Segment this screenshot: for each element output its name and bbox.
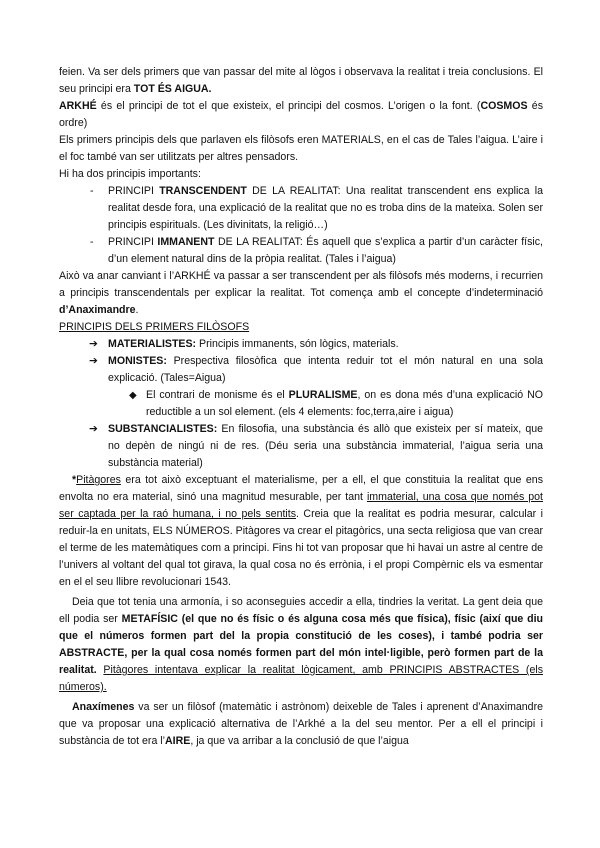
paragraph-text: . Creia que la realitat es podria mesurar, calcular i reduir-la en unitats, ELS NÚMEROS. Pitàgores va crear el pitagòrics, una secta religiosa que van crear el terme de les matemàtiques com a principi. Fins hi tot van proposar que hi havai un astre al centre de l’univers al voltant del qual tot girava, la qual cosa no és errònia, i el propi Compèrnic els va esmentar en el el seu llibre revolucionari 1543. — [59, 508, 544, 588]
paragraph-two-principles: Hi ha dos principis importants: — [59, 168, 201, 180]
underlined-phrase: immaterial, una cosa que només pot ser captada per la raó humana, i no pels sentits — [59, 491, 543, 520]
sub-list — [108, 387, 543, 421]
term-anaximandre: d’Anaximandre — [59, 304, 136, 316]
arrow-bullet-icon: ➔ — [89, 338, 98, 350]
arrow-bullet-icon: ➔ — [89, 423, 98, 435]
tales-principle: TOT ÉS AIGUA. — [133, 83, 212, 95]
term-monistes: MONISTES: — [108, 355, 167, 367]
item-text: DE LA REALITAT: És aquell que s’explica a partir d’un caràcter físic, d’un element natural dins de la pròpia realitat. (Tales i l’aigua) — [108, 236, 543, 265]
list-item-immanent — [59, 234, 543, 268]
list-item-substancialistes — [59, 421, 543, 472]
dash-bullet: - — [90, 185, 94, 197]
paragraph-text: és ordre) — [59, 100, 543, 129]
paragraph-arkhe-change — [59, 268, 543, 319]
diamond-bullet-icon: ◆ — [129, 390, 137, 401]
term-arkhe: ARKHÉ — [59, 100, 97, 112]
term-substancialistes: SUBSTANCIALISTES: — [108, 423, 218, 435]
name-pitagores: Pitàgores — [76, 474, 121, 486]
paragraph-pitagores — [59, 472, 543, 591]
paragraph-anaximenes — [59, 699, 543, 750]
term-cosmos: COSMOS — [480, 100, 528, 112]
name-anaximenes: Anaxímenes — [72, 701, 135, 713]
item-text: , on es dona més d’una explicació NO reductible a un sol element. (els 4 elements: foc,terra,aire i aigua) — [146, 389, 543, 418]
paragraph-arkhe-definition — [59, 98, 543, 132]
list-item-materialistes — [59, 336, 543, 353]
paragraph-material-principles: Els primers principis dels que parlaven els filòsofs eren MATERIALS, en el cas de Tales l’aigua. L’aire i el foc també van ser utilitzats per altres pensadors. — [59, 134, 543, 163]
paragraph-text: és el principi de tot el que existeix, el principi del cosmos. L’origen o la font. ( — [96, 100, 481, 112]
paragraph-text: Això va anar canviant i l’ARKHÉ va passar a ser transcendent per als filòsofs més moderns, i recurrien a principis transcendentals per explicar la realitat. Tot comença amb el concepte d’indeterminació — [59, 270, 543, 299]
paragraph-pitagores-harmony — [59, 594, 543, 696]
bold-phrase: METAFÍSIC (el que no és físic o és alguna cosa més que física), físic (així que diu que el números formen part del la propia constitució de les coses), i també podria ser ABSTRACTE, per la qual cosa només formen part del món intel·ligible, però formen part de la realitat. — [59, 613, 543, 676]
term-transcendent: TRANSCENDENT — [159, 185, 247, 197]
underlined-phrase: Pitàgores intentava explicar la realitat lògicament, amb PRINCIPIS ABSTRACTES (els números). — [59, 664, 543, 693]
paragraph-tales-intro — [59, 64, 543, 98]
term-aire: AIRE — [165, 735, 191, 747]
section-heading — [59, 319, 543, 336]
item-text: PRINCIPI — [108, 236, 158, 248]
list-item-transcendent — [59, 183, 543, 234]
item-text: Prespectiva filosòfica que intenta reduir tot el món natural en una sola explicació. (Tales=Aigua) — [108, 355, 543, 384]
asterisk: * — [72, 474, 77, 486]
term-immanent: IMMANENT — [157, 236, 215, 248]
philosophers-principles-list — [59, 336, 543, 472]
paragraph-text: , ja que va arribar a la conclusió de que l’aigua — [190, 735, 409, 747]
list-item-pluralisme — [59, 387, 543, 421]
paragraph-text: era tot això exceptuant el materialisme, per a ell, el que constituia la realitat que ens envolta no era material, sinó una magnitud mesurable, per tant — [59, 474, 543, 503]
item-text: PRINCIPI — [108, 185, 160, 197]
item-text: El contrari de monisme és el — [146, 389, 289, 401]
paragraph-text: va ser un filòsof (matemàtic i astrònom) deixeble de Tales i aprenent d’Anaximandre que va proposar una explicació alternativa de l’Arkhé a la del seu mentor. Per a ell el principi i substància de tot era l’ — [59, 701, 543, 747]
item-text: En filosofia, una substància és allò que existeix per sí mateix, que no depèn de ningú ni de res. (Déu seria una substància immaterial, l’aigua seria una substància material) — [108, 423, 543, 469]
paragraph-text: feien. Va ser dels primers que van passar del mite al lògos i observava la realitat i treia conclusions. El seu principi era — [59, 66, 543, 95]
document-page — [59, 64, 543, 750]
dash-bullet: - — [90, 236, 94, 248]
paragraph-text: . — [135, 304, 139, 316]
term-pluralisme: PLURALISME — [288, 389, 358, 401]
item-text: DE LA REALITAT: Una realitat transcendent ens explica la realitat desde fora, una explicació de la realitat que no es troba dins de la mateixa. Solen ser principis espirituals. (Les divinitats, la religió…) — [108, 185, 543, 231]
term-materialistes: MATERIALISTES: — [108, 338, 197, 350]
section-heading-text: PRINCIPIS DELS PRIMERS FILÒSOFS — [59, 321, 250, 333]
paragraph-text: Deia que tot tenia una armonía, i so aconseguies accedir a ella, tindries la veritat. La gent deia que ell podia ser — [59, 596, 543, 625]
arrow-bullet-icon: ➔ — [89, 355, 98, 367]
list-item-monistes — [59, 353, 543, 421]
item-text: Principis immanents, són lògics, materials. — [196, 338, 399, 350]
principles-list — [59, 183, 543, 268]
